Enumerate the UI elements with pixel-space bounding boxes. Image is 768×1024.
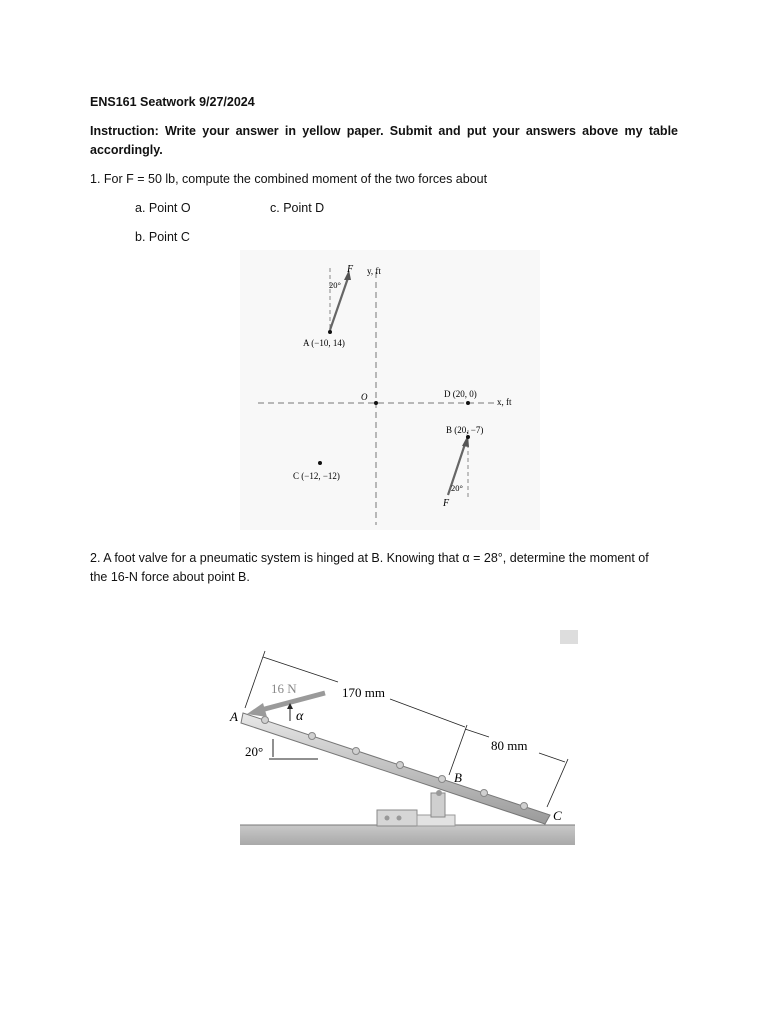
- q1-prompt: 1. For F = 50 lb, compute the combined moment of the two forces about: [90, 172, 488, 186]
- hinge-pin-b: [436, 790, 442, 796]
- base-bolt-1: [385, 816, 390, 821]
- point-a-label: A (−10, 14): [303, 338, 345, 348]
- point-d-label: D (20, 0): [444, 389, 477, 399]
- hinge-post: [431, 793, 445, 817]
- point-d-dot: [466, 401, 470, 405]
- force-label-top: F: [347, 264, 354, 275]
- force-coordinate-figure: [240, 250, 540, 530]
- point-o-dot: [374, 401, 378, 405]
- point-o-label: O: [361, 392, 368, 402]
- point-c-label: C (−12, −12): [293, 471, 340, 481]
- point-b-label: B (20, −7): [446, 425, 484, 435]
- x-axis-label: x, ft: [497, 397, 512, 407]
- instruction-line-2: accordingly.: [90, 143, 163, 157]
- q2-prompt-line-2: the 16-N force about point B.: [90, 570, 250, 584]
- foot-valve-figure: [225, 625, 580, 847]
- dim-170-label: 170 mm: [342, 685, 385, 700]
- pedal-stud-4: [397, 762, 404, 769]
- label-c: C: [553, 808, 562, 823]
- pedal-stud-2: [309, 733, 316, 740]
- page-title: ENS161 Seatwork 9/27/2024: [90, 95, 255, 109]
- y-axis-label: y, ft: [367, 266, 381, 276]
- pedal-stud-1: [262, 717, 269, 724]
- pedal-stud-6: [481, 790, 488, 797]
- pedal-stud-7: [521, 803, 528, 810]
- angle-label-bottom: 20°: [451, 483, 463, 493]
- force-16n-label: 16 N: [271, 681, 297, 696]
- ground-plate: [240, 825, 575, 845]
- point-b-dot: [466, 435, 470, 439]
- q1-item-c: c. Point D: [270, 201, 325, 215]
- q1-item-a: a. Point O: [135, 201, 191, 215]
- pedal-stud-3: [353, 748, 360, 755]
- q1-item-b: b. Point C: [135, 230, 190, 244]
- point-a-dot: [328, 330, 332, 334]
- pedal-stud-5: [439, 776, 446, 783]
- base-bolt-2: [397, 816, 402, 821]
- alpha-label: α: [296, 709, 304, 724]
- force-label-bottom: F: [443, 498, 450, 509]
- label-b: B: [454, 770, 462, 785]
- instruction-line-1: Instruction: Write your answer in yellow paper. Submit and put your answers above my table: [90, 124, 678, 138]
- q2-prompt-line-1: 2. A foot valve for a pneumatic system is hinged at B. Knowing that α = 28°, determine the moment of: [90, 551, 649, 565]
- angle-20-label: 20°: [245, 744, 264, 759]
- point-c-dot: [318, 461, 322, 465]
- dim-80-label: 80 mm: [491, 738, 528, 753]
- corner-shading: [560, 630, 578, 644]
- label-a: A: [230, 709, 238, 724]
- angle-label-top: 20°: [329, 280, 341, 290]
- figure-background: [240, 250, 540, 530]
